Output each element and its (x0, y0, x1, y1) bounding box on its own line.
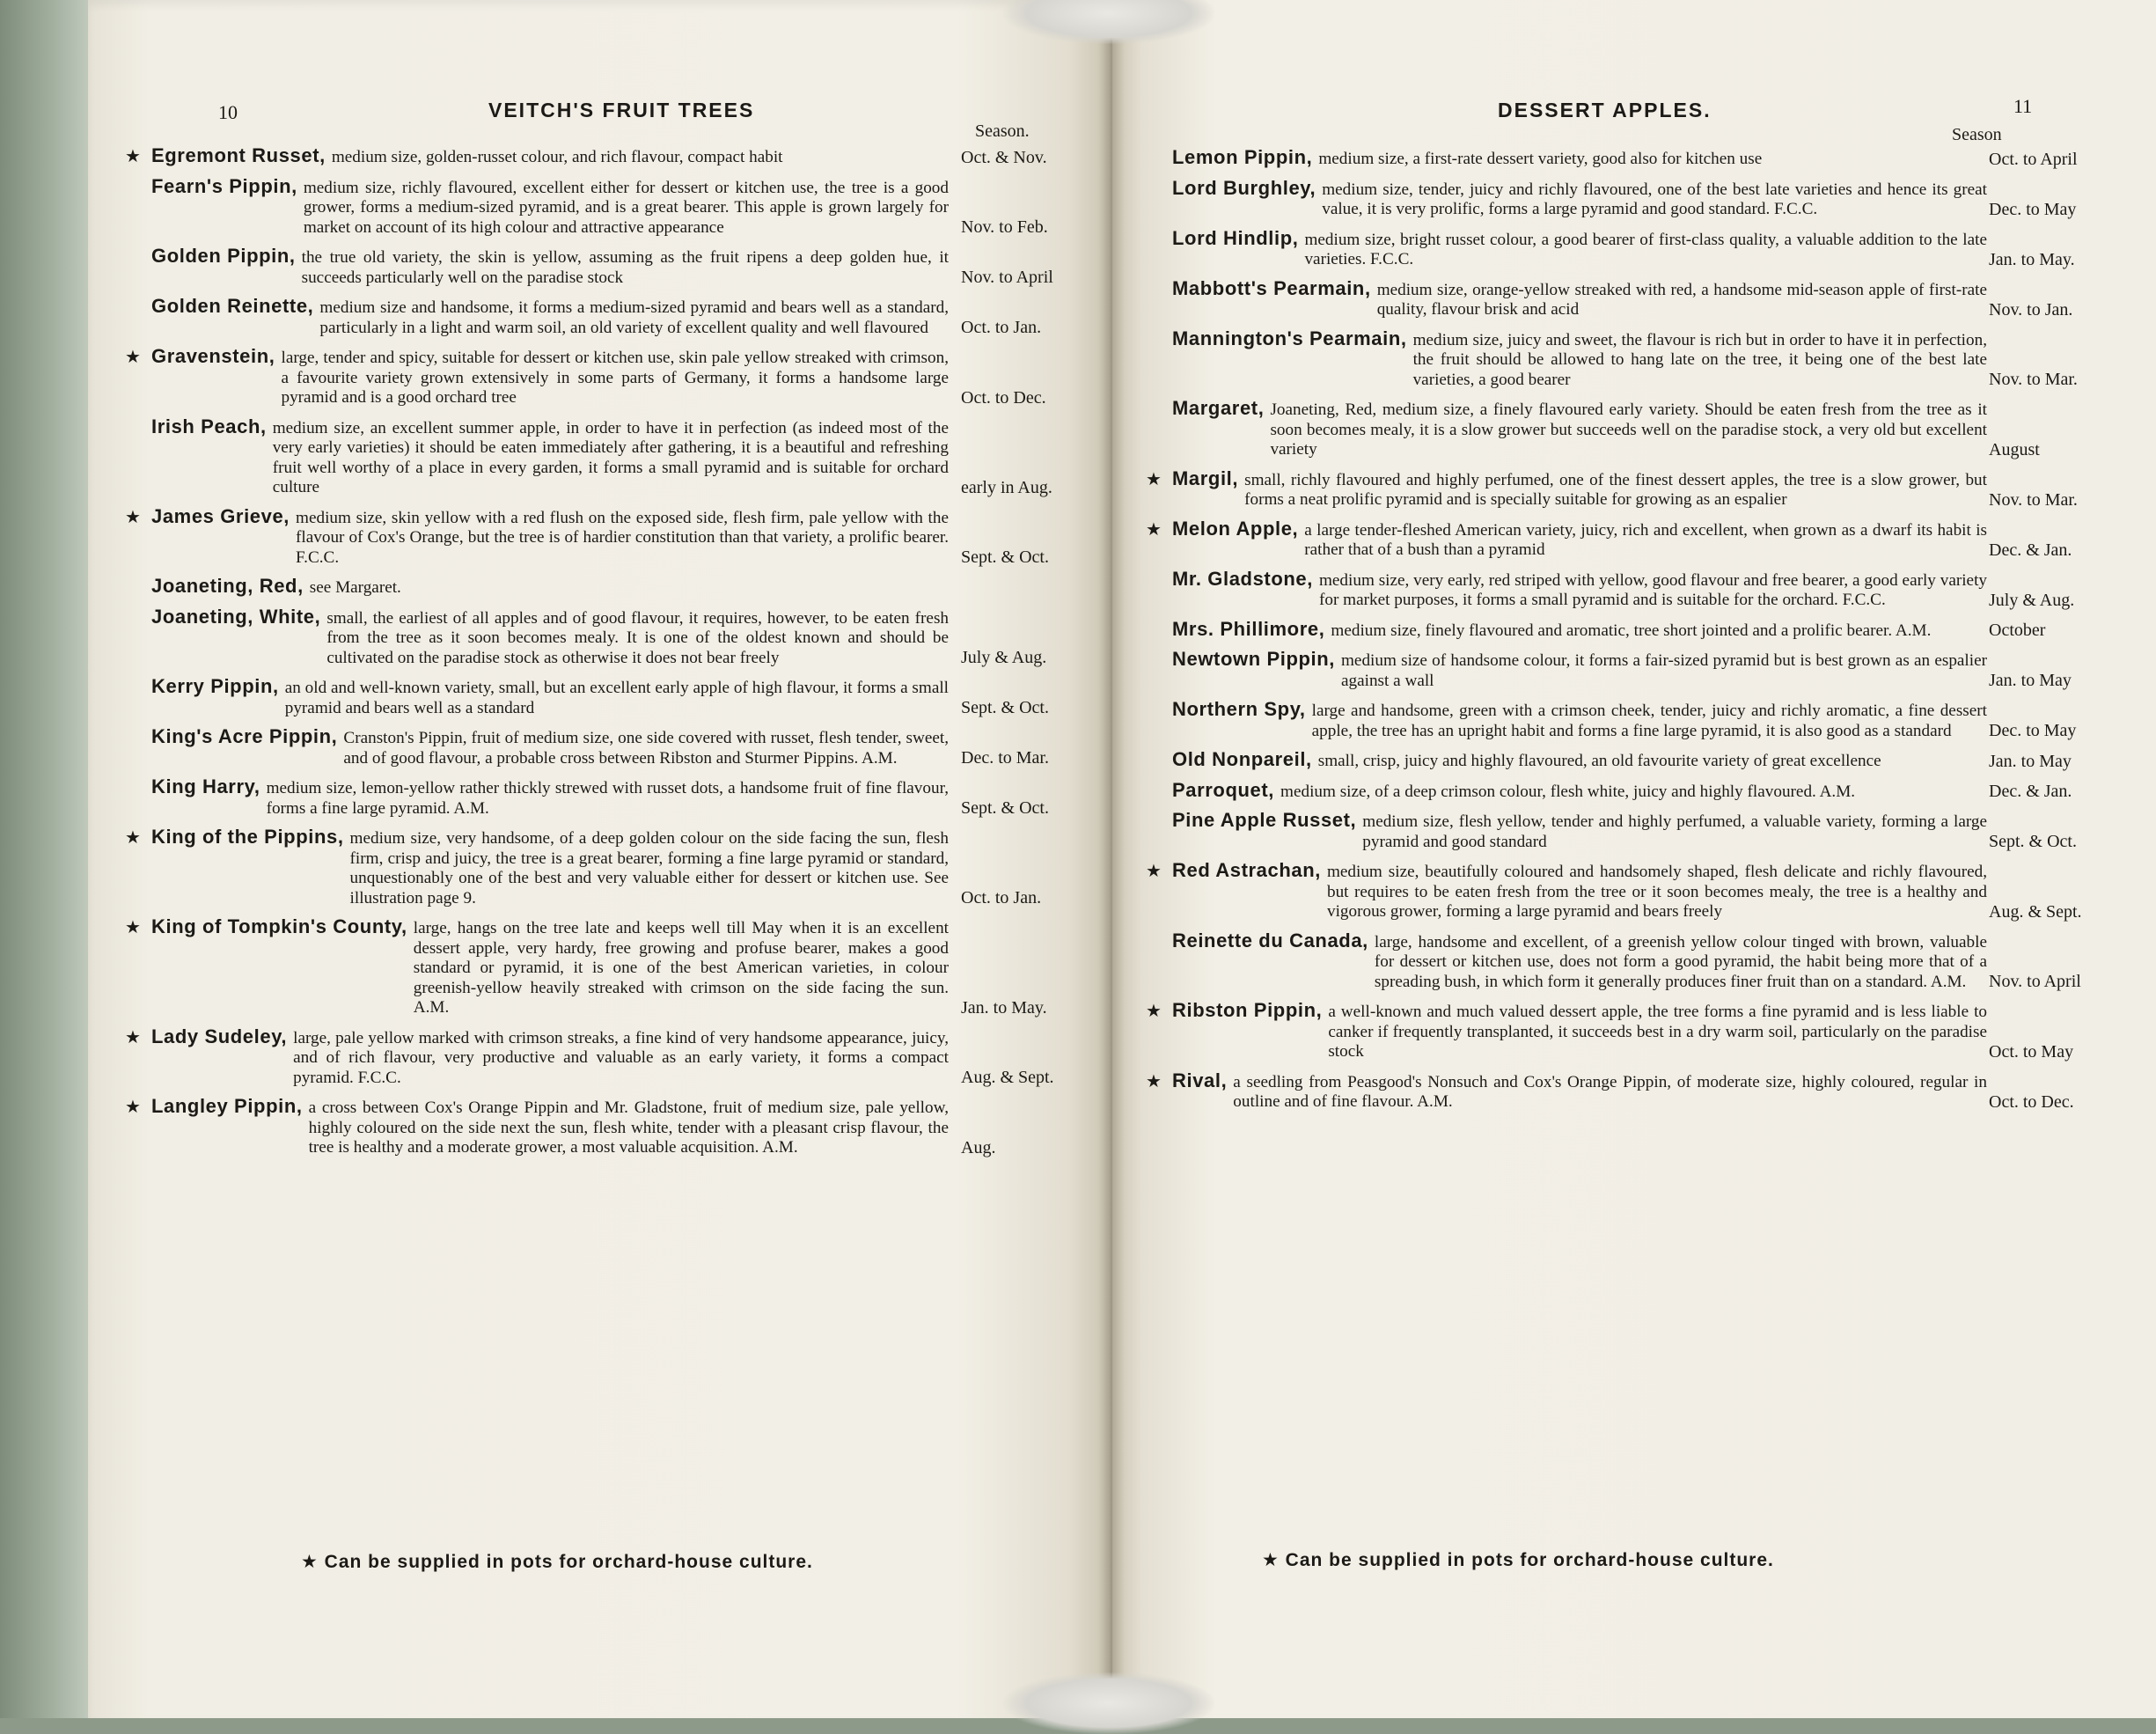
variety-description: see Margaret. (309, 578, 401, 597)
season-value: July & Aug. (961, 648, 1047, 667)
variety-name: Lemon Pippin, (1172, 146, 1313, 168)
pot-culture-star-icon: ★ (125, 827, 141, 848)
variety-description: medium size, beautifully coloured and handsomely shaped, flesh delicate and richly flavoured, but requires to be eaten fresh from the tree or it soon becomes mealy, the tree is a healthy and vigorous grower, forming a large pyramid and bears freely (1326, 863, 1987, 921)
apple-entry (125, 1025, 1065, 1089)
pot-culture-star-icon: ★ (1146, 1069, 1162, 1091)
apple-entry (125, 1095, 1065, 1158)
season-value: Dec. to Mar. (961, 748, 1049, 768)
apple-entry (130, 175, 1065, 239)
right-page-footer: ★ Can be supplied in pots for orchard-house culture. (1262, 1550, 1774, 1570)
variety-name: King's Acre Pippin, (151, 725, 338, 747)
variety-name: Red Astrachan, (1172, 859, 1321, 881)
pot-culture-star-icon: ★ (125, 145, 141, 166)
left-page-footer: ★ Can be supplied in pots for orchard-house culture. (301, 1552, 813, 1572)
season-value: Oct. to April (1989, 149, 2078, 169)
variety-name: Irish Peach, (151, 415, 267, 437)
pot-culture-star-icon: ★ (125, 1096, 141, 1117)
variety-description: medium size, very early, red striped with yellow, good flavour and free bearer, a good early variety for market purposes, it forms a small pyramid and is suitable for the orchard. F.C.C. (1318, 570, 1987, 609)
season-value: Jan. to May (1989, 751, 2072, 771)
right-page-number: 11 (2013, 95, 2033, 117)
variety-description: medium size, orange-yellow streaked with red, a handsome mid-season apple of first-rate quality, flavour brisk and acid (1376, 280, 1987, 319)
season-value: Jan. to May (1989, 671, 2072, 690)
apple-entry (1151, 748, 2100, 772)
variety-name: James Grieve, (151, 504, 290, 527)
apple-entry (130, 295, 1065, 338)
variety-name: Fearn's Pippin, (151, 174, 297, 197)
variety-name: Lord Burghley, (1172, 176, 1316, 199)
left-entries-list (125, 144, 1065, 1165)
variety-name: Joaneting, Red, (151, 575, 304, 597)
right-entries-list (1146, 146, 2100, 1120)
right-page-header: DESSERT APPLES. (1498, 99, 1712, 121)
apple-entry (1151, 929, 2100, 993)
variety-name: Old Nonpareil, (1172, 748, 1312, 770)
variety-name: Mr. Gladstone, (1172, 567, 1313, 590)
variety-name: Newtown Pippin, (1172, 648, 1335, 670)
apple-entry (130, 415, 1065, 498)
apple-entry (1146, 517, 2100, 561)
variety-description: a large tender-fleshed American variety, juicy, rich and excellent, when grown as a dwarf its habit is rather that of a bush than a pyramid (1304, 520, 1987, 559)
season-value: Jan. to May. (961, 997, 1047, 1018)
variety-name: Golden Reinette, (151, 295, 314, 317)
season-value: Nov. to April (1989, 972, 2081, 991)
variety-name: Pine Apple Russet, (1172, 809, 1357, 831)
variety-description: medium size, bright russet colour, a good bearer of first-class quality, a valuable addition to the late varieties. F.C.C. (1304, 230, 1987, 268)
variety-description: large, pale yellow marked with crimson streaks, a fine kind of very handsome appearance, juicy, and of rich flavour, very productive and valuable as an early variety, it forms a compact pyramid. F.C.C. (293, 1028, 949, 1087)
season-value: Nov. to Feb. (961, 217, 1048, 237)
variety-description: Cranston's Pippin, fruit of medium size, one side covered with russet, flesh tender, sweet, and of good flavour, a probable cross between Ribston and Sturmer Pippins. A.M. (343, 729, 949, 768)
variety-description: large, hangs on the tree late and keeps well till May when it is an excellent dessert apple, very hardy, free growing and profuse bearer, makes a good standard or pyramid, it is one of the best American varieties, in colour greenish-yellow heavily streaked with crimson on the side facing the sun. A.M. (413, 919, 949, 1017)
apple-entry (130, 675, 1065, 718)
variety-name: Lady Sudeley, (151, 1025, 288, 1047)
season-value: Sept. & Oct. (961, 698, 1049, 717)
binding-thread-bottom (1003, 1672, 1214, 1734)
apple-entry (1151, 146, 2100, 170)
variety-name: Joaneting, White, (151, 605, 321, 628)
apple-entry (1146, 999, 2100, 1062)
apple-entry (130, 606, 1065, 669)
apple-entry (1151, 648, 2100, 691)
apple-entry (1151, 809, 2100, 852)
variety-description: a cross between Cox's Orange Pippin and Mr. Gladstone, fruit of medium size, pale yellow, highly coloured on the side next the sun, flesh white, tender with a pleasant crisp flavour, the tree is healthy and a moderate grower, a most valuable acquisition. A.M. (308, 1098, 949, 1157)
season-value: Nov. to Mar. (1989, 489, 2078, 510)
season-value: Sept. & Oct. (961, 547, 1049, 567)
variety-name: Rival, (1172, 1069, 1228, 1091)
variety-name: Langley Pippin, (151, 1095, 303, 1117)
variety-name: Margil, (1172, 467, 1239, 489)
apple-entry (1146, 1069, 2100, 1113)
season-value: Oct. & Nov. (961, 147, 1047, 167)
variety-name: Golden Pippin, (151, 245, 296, 267)
variety-description: a seedling from Peasgood's Nonsuch and Cox's Orange Pippin, of moderate size, highly coloured, regular in outline and of fine flavour. A.M. (1233, 1072, 1987, 1111)
variety-description: medium size, a first-rate dessert variety, good also for kitchen use (1318, 150, 1763, 168)
variety-description: large, handsome and excellent, of a greenish yellow colour tinged with brown, valuable for dessert or kitchen use, does not form a good pyramid, the habit being more that of a spreading bush, in which form it generally produces finer fruit than on a standard. A.M. (1374, 932, 1987, 991)
variety-description: medium size, very handsome, of a deep golden colour on the side facing the sun, flesh firm, crisp and juicy, the tree is a great bearer, forming a fine large pyramid or standard, unquestionably one of the best and very valuable either for dessert or kitchen use. See illustration page 9. (349, 829, 949, 907)
apple-entry (130, 575, 1065, 599)
pot-culture-star-icon: ★ (1146, 518, 1162, 540)
variety-description: large and handsome, green with a crimson cheek, tender, juicy and richly aromatic, a fine dessert apple, the tree has an upright habit and forms a fine large pyramid, it is also good as a standard (1311, 702, 1987, 740)
variety-name: Gravenstein, (151, 345, 275, 367)
apple-entry (1151, 698, 2100, 741)
season-value: Sept. & Oct. (961, 798, 1049, 818)
variety-description: medium size and handsome, it forms a medium-sized pyramid and bears well as a standard, particularly in a light and warm soil, an old variety of excellent quality and well flavoured (319, 298, 949, 337)
season-value: Dec. & Jan. (1989, 782, 2072, 801)
season-value: Aug. & Sept. (1989, 901, 2082, 922)
variety-name: Margaret, (1172, 397, 1265, 419)
variety-description: the true old variety, the skin is yellow, assuming as the fruit ripens a deep golden hue, it succeeds particularly well on the paradise stock (301, 248, 949, 287)
season-value: Oct. to Jan. (961, 318, 1042, 337)
season-value: October (1989, 621, 2046, 640)
book-cover-edge (0, 0, 97, 1718)
left-season-heading: Season. (975, 121, 1030, 141)
variety-name: Mannington's Pearmain, (1172, 327, 1407, 349)
pot-culture-star-icon: ★ (125, 505, 141, 527)
pot-culture-star-icon: ★ (1146, 467, 1162, 489)
season-value: Jan. to May. (1989, 249, 2075, 269)
right-season-heading: Season (1952, 125, 2002, 144)
variety-description: small, crisp, juicy and highly flavoured, an old favourite variety of great excellence (1317, 752, 1881, 770)
apple-entry (1151, 327, 2100, 391)
variety-description: medium size, skin yellow with a red flush on the exposed side, flesh firm, pale yellow with the flavour of Cox's Orange, but the tree is of hardier constitution than that variety, a prolific bearer. F.C.C. (296, 508, 949, 567)
variety-name: Melon Apple, (1172, 517, 1299, 540)
apple-entry (1151, 277, 2100, 320)
season-value: Nov. to Mar. (1989, 370, 2078, 389)
pot-culture-star-icon: ★ (125, 346, 141, 367)
season-value: Oct. to May (1989, 1041, 2074, 1062)
binding-thread-top (1003, 0, 1214, 44)
pot-culture-star-icon: ★ (1146, 860, 1162, 881)
variety-name: King Harry, (151, 775, 260, 797)
season-value: Oct. to Jan. (961, 888, 1042, 907)
variety-description: medium size, richly flavoured, excellent either for dessert or kitchen use, the tree is a good grower, forms a medium-sized pyramid, and is a great bearer. This apple is grown largely for market on account of its high colour and attractive appearance (303, 178, 949, 237)
season-value: Dec. & Jan. (1989, 540, 2072, 560)
season-value: Sept. & Oct. (1989, 832, 2077, 851)
variety-description: an old and well-known variety, small, but an excellent early apple of high flavour, it forms a small pyramid and bears well as a standard (284, 679, 949, 717)
apple-entry (130, 245, 1065, 288)
left-page (88, 0, 1111, 1718)
apple-entry (1151, 397, 2100, 460)
variety-name: Reinette du Canada, (1172, 929, 1368, 951)
variety-name: Ribston Pippin, (1172, 999, 1323, 1021)
apple-entry (1146, 467, 2100, 511)
season-value: Oct. to Dec. (1989, 1091, 2074, 1112)
variety-description: medium size of handsome colour, it forms a fair-sized pyramid but is best grown as an espalier against a wall (1341, 651, 1987, 690)
pot-culture-star-icon: ★ (125, 916, 141, 937)
apple-entry (125, 826, 1065, 908)
variety-description: medium size, tender, juicy and richly flavoured, one of the best late varieties and hence its great value, it is very prolific, forms a large pyramid and good standard. F.C.C. (1322, 180, 1987, 218)
variety-description: small, richly flavoured and highly perfumed, one of the finest dessert apples, the tree is a slow grower, but forms a neat prolific pyramid and is specially suitable for growing as an espalier (1244, 470, 1987, 509)
season-value: Oct. to Dec. (961, 387, 1046, 408)
apple-entry (1151, 568, 2100, 611)
variety-name: Northern Spy, (1172, 698, 1306, 720)
variety-name: Parroquet, (1172, 778, 1275, 801)
season-value: Aug. (961, 1137, 996, 1157)
apple-entry (125, 144, 1065, 168)
apple-entry (125, 345, 1065, 408)
season-value: early in Aug. (961, 477, 1052, 497)
variety-name: Lord Hindlip, (1172, 226, 1299, 249)
variety-description: medium size, flesh yellow, tender and highly perfumed, a valuable variety, forming a large pyramid and good standard (1362, 812, 1987, 851)
variety-name: Egremont Russet, (151, 144, 326, 166)
variety-name: King of Tompkin's County, (151, 915, 407, 937)
variety-name: Mrs. Phillimore, (1172, 617, 1325, 640)
left-page-number: 10 (218, 101, 238, 123)
season-value: July & Aug. (1989, 590, 2075, 610)
season-value: Nov. to Jan. (1989, 299, 2073, 320)
apple-entry (1151, 177, 2100, 220)
right-page (1111, 0, 2156, 1718)
apple-entry (130, 725, 1065, 768)
variety-description: medium size, of a deep crimson colour, flesh white, juicy and highly flavoured. A.M. (1280, 782, 1856, 801)
variety-description: medium size, an excellent summer apple, in order to have it in perfection (as indeed most of the very early varieties) it should be eaten immediately after gathering, it is a beautiful and refreshing fruit well worthy of a place in every garden, it forms a small pyramid and is suitable for orchard culture (272, 418, 949, 496)
pot-culture-star-icon: ★ (125, 1025, 141, 1047)
season-value: Dec. to May (1989, 199, 2077, 219)
apple-entry (125, 504, 1065, 569)
apple-entry (1151, 779, 2100, 803)
variety-description: medium size, finely flavoured and aromatic, tree short jointed and a prolific bearer. A.M. (1331, 621, 1932, 640)
variety-description: Joaneting, Red, medium size, a finely flavoured early variety. Should be eaten fresh from the tree as it soon becomes mealy, it is a slow grower but succeeds well on the paradise stock, a very old but excellent variety (1270, 400, 1987, 459)
season-value: Dec. to May (1989, 721, 2077, 740)
apple-entry (1151, 618, 2100, 642)
variety-description: small, the earliest of all apples and of good flavour, it requires, however, to be eaten fresh from the tree as it soon becomes mealy. It is one of the oldest known and should be cultivated on the paradise stock as otherwise it does not bear freely (326, 608, 949, 667)
season-value: August (1989, 439, 2040, 459)
variety-description: medium size, lemon-yellow rather thickly strewed with russet dots, a handsome fruit of fine flavour, forms a fine large pyramid. A.M. (266, 779, 949, 818)
variety-description: medium size, juicy and sweet, the flavour is rich but in order to have it in perfection, the fruit should be allowed to hang late on the tree, it being one of the best late varieties, a good bearer (1412, 330, 1987, 389)
apple-entry (125, 915, 1065, 1018)
apple-entry (130, 775, 1065, 819)
season-value: Nov. to April (961, 268, 1053, 287)
variety-name: Kerry Pippin, (151, 675, 279, 697)
variety-name: King of the Pippins, (151, 826, 344, 848)
variety-name: Mabbott's Pearmain, (1172, 276, 1371, 299)
variety-description: a well-known and much valued dessert apple, the tree forms a fine pyramid and is less liable to canker if frequently transplanted, it succeeds best in a dry warm soil, particularly on the paradise stock (1328, 1003, 1987, 1061)
variety-description: large, tender and spicy, suitable for dessert or kitchen use, skin pale yellow streaked with crimson, a favourite variety grown extensively in some parts of Germany, it forms a handsome large pyramid and is a good orchard tree (281, 349, 949, 407)
season-value: Aug. & Sept. (961, 1068, 1054, 1087)
pot-culture-star-icon: ★ (1146, 1000, 1162, 1021)
apple-entry (1146, 859, 2100, 922)
page-gutter (1098, 0, 1125, 1718)
left-page-header: VEITCH'S FRUIT TREES (488, 99, 755, 121)
variety-description: medium size, golden-russet colour, and rich flavour, compact habit (331, 148, 783, 166)
apple-entry (1151, 227, 2100, 270)
